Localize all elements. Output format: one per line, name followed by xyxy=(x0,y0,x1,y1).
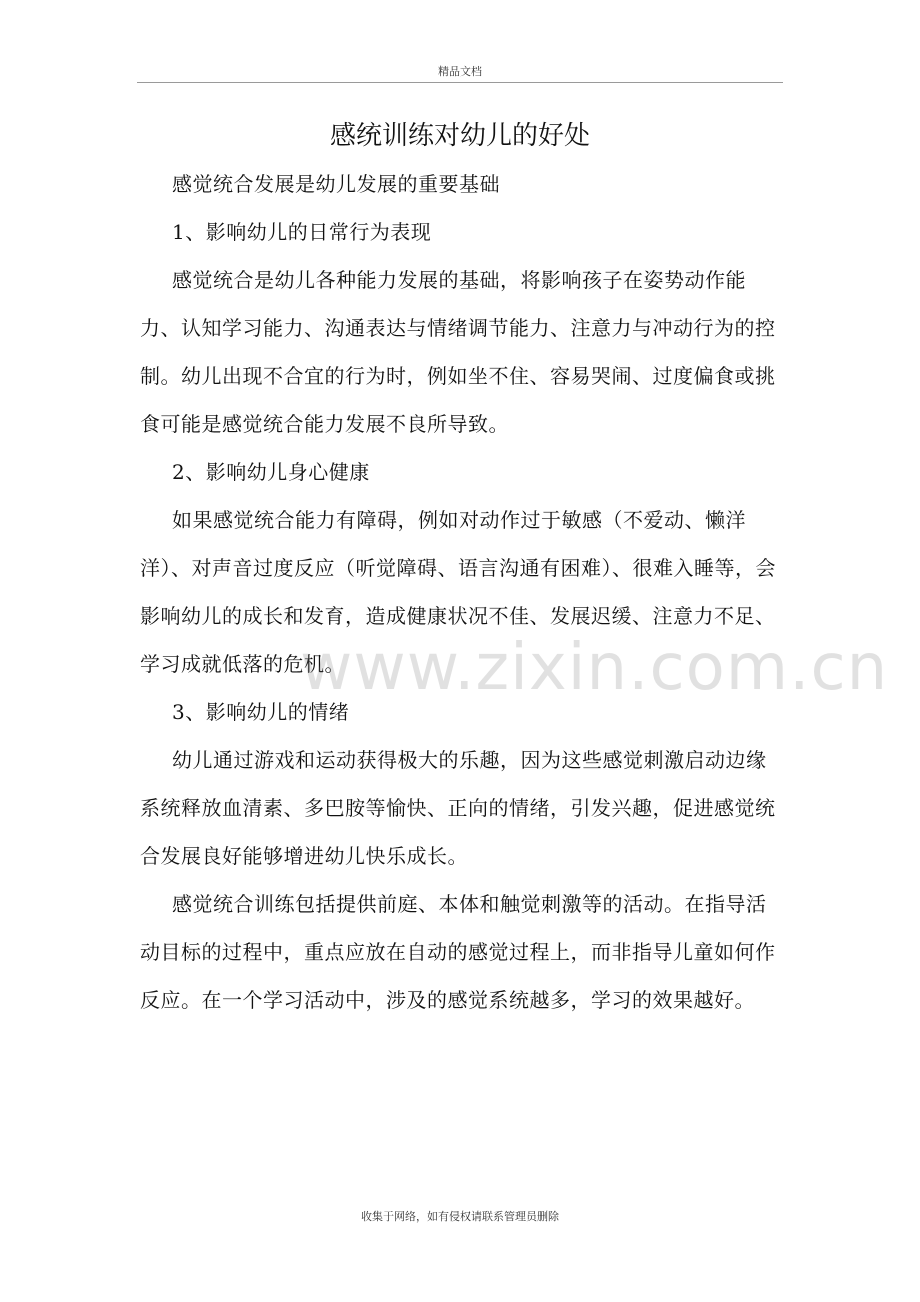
paragraph-section-2: 如果感觉统合能力有障碍，例如对动作过于敏感（不爱动、懒洋洋）、对声音过度反应（听觉障碍、语言沟通有困难）、很难入睡等，会影响幼儿的成长和发育，造成健康状况不佳、发展迟缓、注意力不足、学习成就低落的危机。 xyxy=(140,508,776,676)
section-heading-1: 1、影响幼儿的日常行为表现 xyxy=(172,220,432,244)
page-header xyxy=(137,62,783,83)
header-label: 精品文档 xyxy=(438,65,482,78)
paragraph-intro: 感觉统合发展是幼儿发展的重要基础 xyxy=(172,172,500,196)
page-footer xyxy=(0,1208,920,1226)
footer-notice: 收集于网络，如有侵权请联系管理员删除 xyxy=(361,1210,559,1223)
section-heading-2: 2、影响幼儿身心健康 xyxy=(172,460,370,484)
paragraph-conclusion: 感觉统合训练包括提供前庭、本体和触觉刺激等的活动。在指导活动目标的过程中，重点应放在自动的感觉过程上，而非指导儿童如何作反应。在一个学习活动中，涉及的感觉系统越多，学习的效果越好。 xyxy=(140,892,776,1012)
watermark: www.zixin.com.cn xyxy=(300,631,889,705)
section-heading-3: 3、影响幼儿的情绪 xyxy=(172,700,350,724)
document-body xyxy=(140,160,780,1024)
paragraph-section-3: 幼儿通过游戏和运动获得极大的乐趣，因为这些感觉刺激启动边缘系统释放血清素、多巴胺等愉快、正向的情绪，引发兴趣，促进感觉统合发展良好能够增进幼儿快乐成长。 xyxy=(140,748,776,868)
document-title: 感统训练对幼儿的好处 xyxy=(329,121,590,151)
paragraph-section-1: 感觉统合是幼儿各种能力发展的基础，将影响孩子在姿势动作能力、认知学习能力、沟通表达与情绪调节能力、注意力与冲动行为的控制。幼儿出现不合宜的行为时，例如坐不住、容易哭闹、过度偏食或挑食可能是感觉统合能力发展不良所导致。 xyxy=(140,268,776,436)
